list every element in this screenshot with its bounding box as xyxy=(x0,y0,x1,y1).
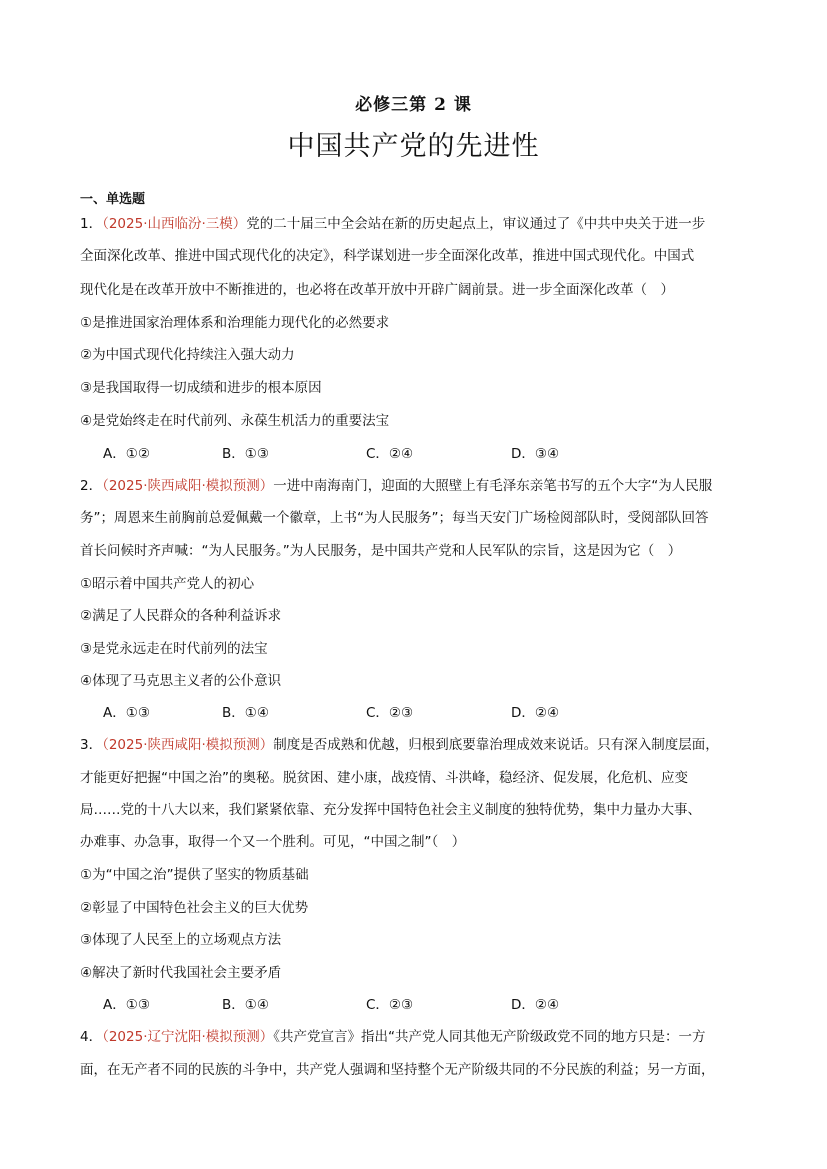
question-2-option-b[interactable]: B．①④ xyxy=(222,705,269,721)
question-2-stem-line: 务”；周恩来生前胸前总爱佩戴一个徽章，上书“为人民服务”；每当天安门广场检阅部队时，受阅部队回答 xyxy=(80,510,709,526)
question-2-stem-line: 2．（2025·陕西咸阳·模拟预测）一进中南海南门，迎面的大照壁上有毛泽东亲笔书写的五个大字“为人民服 xyxy=(80,478,713,494)
lesson-subtitle: 必修三第 2 课 xyxy=(355,95,472,115)
question-1-item: ①是推进国家治理体系和治理能力现代化的必然要求 xyxy=(80,315,390,331)
question-2-option-d[interactable]: D．②④ xyxy=(511,705,560,721)
question-number: 3． xyxy=(80,737,103,753)
section-heading: 一、单选题 xyxy=(80,192,146,207)
question-2-item: ②满足了人民群众的各种利益诉求 xyxy=(80,608,282,624)
question-source: （2025·陕西咸阳·模拟预测） xyxy=(102,737,274,753)
question-3-option-c[interactable]: C．②③ xyxy=(366,997,414,1013)
question-3-item: ④解决了新时代我国社会主要矛盾 xyxy=(80,965,282,981)
question-2-stem-line: 首长问候时齐声喊：“为人民服务。”为人民服务，是中国共产党和人民军队的宗旨，这是因为它（ ） xyxy=(80,543,682,559)
question-source: （2025·陕西咸阳·模拟预测） xyxy=(102,478,274,494)
question-1-stem-line: 1．（2025·山西临汾·三模）党的二十届三中全会站在新的历史起点上，审议通过了《中共中央关于进一步 xyxy=(80,216,706,232)
question-3-item: ②彰显了中国特色社会主义的巨大优势 xyxy=(80,900,309,916)
question-2-item: ③是党永远走在时代前列的法宝 xyxy=(80,641,268,657)
question-3-item: ③体现了人民至上的立场观点方法 xyxy=(80,932,282,948)
question-number: 1． xyxy=(80,216,103,232)
question-4-stem-line: 面，在无产者不同的民族的斗争中，共产党人强调和坚持整个无产阶级共同的不分民族的利益；另一方面， xyxy=(80,1062,715,1078)
question-1-item: ④是党始终走在时代前列、永葆生机活力的重要法宝 xyxy=(80,413,390,429)
question-1-option-d[interactable]: D．③④ xyxy=(511,446,560,462)
question-1-stem-line: 全面深化改革、推进中国式现代化的决定》，科学谋划进一步全面深化改革，推进中国式现代化。中国式 xyxy=(80,248,695,264)
question-3-option-b[interactable]: B．①④ xyxy=(222,997,269,1013)
question-1-option-a[interactable]: A．①② xyxy=(103,446,150,462)
question-2-option-a[interactable]: A．①③ xyxy=(103,705,150,721)
question-source: （2025·辽宁沈阳·模拟预测） xyxy=(102,1029,274,1045)
question-source: （2025·山西临汾·三模） xyxy=(102,216,247,232)
page-title: 中国共产党的先进性 xyxy=(287,131,540,162)
question-1-item: ③是我国取得一切成绩和进步的根本原因 xyxy=(80,380,322,396)
question-3-item: ①为“中国之治”提供了坚实的物质基础 xyxy=(80,867,309,883)
question-number: 2． xyxy=(80,478,103,494)
question-2-option-c[interactable]: C．②③ xyxy=(366,705,414,721)
question-3-stem-line: 局……党的十八大以来，我们紧紧依靠、充分发挥中国特色社会主义制度的独特优势，集中力量办大事、 xyxy=(80,802,701,818)
question-4-stem-line: 4．（2025·辽宁沈阳·模拟预测）《共产党宣言》指出“共产党人同其他无产阶级政党不同的地方只是：一方 xyxy=(80,1029,706,1045)
question-3-option-a[interactable]: A．①③ xyxy=(103,997,150,1013)
question-3-stem-line: 才能更好把握“中国之治”的奥秘。脱贫困、建小康，战疫情、斗洪峰，稳经济、促发展，化危机、应变 xyxy=(80,770,688,786)
question-3-stem-line: 办难事、办急事，取得一个又一个胜利。可见，“中国之制”（ ） xyxy=(80,834,466,850)
question-number: 4． xyxy=(80,1029,103,1045)
question-1-option-c[interactable]: C．②④ xyxy=(366,446,414,462)
question-1-item: ②为中国式现代化持续注入强大动力 xyxy=(80,347,295,363)
question-2-item: ④体现了马克思主义者的公仆意识 xyxy=(80,673,282,689)
question-3-option-d[interactable]: D．②④ xyxy=(511,997,560,1013)
question-3-stem-line: 3．（2025·陕西咸阳·模拟预测）制度是否成熟和优越，归根到底要靠治理成效来说话。只有深入制度层面， xyxy=(80,737,719,753)
question-2-item: ①昭示着中国共产党人的初心 xyxy=(80,576,255,592)
question-1-option-b[interactable]: B．①③ xyxy=(222,446,269,462)
question-1-stem-line: 现代化是在改革开放中不断推进的，也必将在改革开放中开辟广阔前景。进一步全面深化改革（ ） xyxy=(80,282,674,298)
